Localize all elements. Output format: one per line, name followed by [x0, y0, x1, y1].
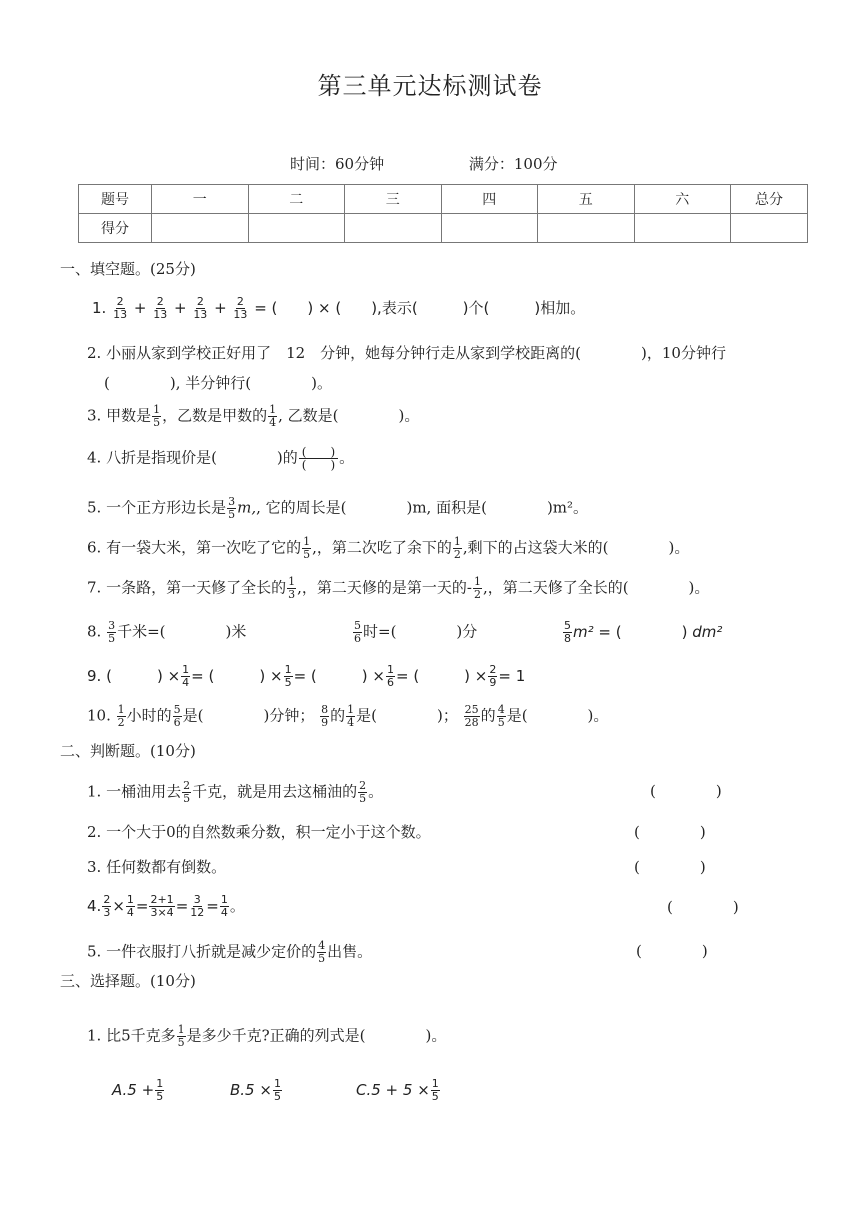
fraction — [386, 664, 395, 689]
fraction-denominator: 13 — [153, 308, 168, 321]
header-cell: 三 — [345, 185, 442, 214]
fraction — [126, 894, 135, 919]
fraction-numerator: 4 — [318, 939, 326, 952]
fraction-numerator: 2 — [183, 779, 191, 792]
section-heading-choice: 三、选择题。(10分) — [60, 972, 196, 990]
text-segment: ，乙数是甲数的 — [162, 406, 268, 425]
text-segment: 千米=( )米 — [117, 622, 247, 641]
text-segment: 10. — [87, 706, 111, 725]
fraction — [497, 704, 506, 729]
fraction — [152, 296, 168, 321]
fraction-denominator: 8 — [564, 632, 571, 645]
fraction — [488, 664, 497, 689]
fraction-numerator: 1 — [126, 893, 134, 906]
exam-meta — [290, 153, 558, 174]
text-segment: 8. — [87, 622, 102, 641]
question-number: 1. — [92, 299, 107, 317]
fraction-numerator: 1 — [273, 1077, 281, 1090]
fraction — [299, 446, 338, 471]
fraction — [302, 536, 311, 561]
judge-question-2: 2. 一个大于0的自然数乘分数，积一定小于这个数。 — [87, 823, 431, 841]
text-segment: 是多少千克?正确的列式是( )。 — [186, 1026, 447, 1045]
text-segment: 是( )。 — [506, 706, 609, 725]
fraction — [182, 780, 191, 805]
fill-question-10 — [87, 704, 608, 729]
fraction-denominator: 5 — [284, 676, 292, 689]
text-segment: 的 — [480, 706, 496, 725]
text-segment: ( ) — [106, 667, 163, 685]
fill-question-2-line1: 2. 小丽从家到学校正好用了 12 分钟，她每分钟行走从家到学校距离的( )，10分钟行 — [87, 344, 726, 362]
fraction-numerator: 1 — [269, 403, 277, 416]
fraction-denominator: 2 — [473, 588, 481, 601]
fraction-numerator: 5 — [354, 619, 361, 632]
fraction — [346, 704, 355, 729]
header-cell: 四 — [441, 185, 538, 214]
fraction — [563, 620, 572, 645]
fraction-denominator: 13 — [113, 308, 128, 321]
fraction-denominator: 6 — [354, 632, 361, 645]
text-segment: 5. 一件衣服打八折就是减少定价的 — [87, 942, 317, 961]
fraction-denominator: 6 — [386, 676, 394, 689]
fraction — [320, 704, 329, 729]
text-segment: 3. 甲数是 — [87, 406, 152, 425]
fill-question-7 — [87, 576, 709, 601]
judge-answer-4[interactable]: ( ) — [667, 898, 739, 916]
fraction-denominator: 5 — [183, 792, 191, 805]
fraction-denominator: 4 — [269, 416, 277, 429]
fraction-denominator: 5 — [359, 792, 367, 805]
header-cell: 一 — [152, 185, 249, 214]
score-cell[interactable] — [538, 214, 635, 243]
fraction — [220, 894, 229, 919]
fraction-numerator: 2 — [196, 295, 204, 308]
text-segment: = ( ) — [598, 623, 688, 641]
text-segment: 。 — [368, 782, 384, 801]
text-segment: ,，第二天修了全长的( )。 — [482, 578, 710, 597]
text-segment: , 乙数是( )。 — [278, 406, 420, 425]
score-cell[interactable] — [345, 214, 442, 243]
text-segment: 小时的 — [126, 706, 172, 725]
fraction — [192, 296, 208, 321]
judge-answer-3[interactable]: ( ) — [634, 858, 706, 876]
header-cell: 总分 — [731, 185, 808, 214]
fraction — [227, 496, 236, 521]
text-segment: ( ) — [310, 667, 368, 685]
fraction-numerator: 3 — [193, 893, 201, 906]
judge-question-3: 3. 任何数都有倒数。 — [87, 858, 227, 876]
fraction — [107, 620, 116, 645]
fraction-numerator: 25 — [464, 703, 479, 716]
choice-option-c[interactable] — [356, 1078, 441, 1103]
text-segment: 6. 有一袋大米，第一次吃了它的 — [87, 538, 302, 557]
fraction-numerator: 1 — [153, 403, 161, 416]
fraction-numerator: 1 — [473, 575, 481, 588]
text-segment: ( ) — [208, 667, 266, 685]
fraction-numerator: 5 — [173, 703, 181, 716]
fraction-numerator: 1 — [347, 703, 355, 716]
text-segment: B.5 × — [230, 1081, 272, 1099]
fraction — [117, 704, 126, 729]
fraction-denominator: 4 — [182, 676, 190, 689]
text-segment: m, — [237, 498, 257, 517]
fraction-numerator: 8 — [321, 703, 329, 716]
fraction-denominator: ( ) — [301, 458, 336, 472]
header-cell: 二 — [248, 185, 345, 214]
fill-question-8b — [352, 620, 477, 645]
fill-question-2-line2: ( ), 半分钟行( )。 — [104, 374, 332, 392]
fraction-numerator: 2 — [156, 295, 164, 308]
judge-question-5 — [87, 940, 372, 965]
fraction-denominator: 5 — [177, 1036, 185, 1049]
score-table-header-row — [79, 185, 808, 214]
fill-question-3 — [87, 404, 419, 429]
judge-question-1 — [87, 780, 383, 805]
text-segment: 的 — [330, 706, 346, 725]
score-cell[interactable] — [731, 214, 808, 243]
text-segment: ,，第二天修的是第一天的- — [297, 578, 472, 597]
fraction — [177, 1024, 186, 1049]
judge-answer-1[interactable]: ( ) — [650, 782, 722, 800]
header-cell: 五 — [538, 185, 635, 214]
fraction-numerator: 4 — [497, 703, 505, 716]
fraction-numerator: 1 — [182, 663, 190, 676]
fraction-denominator: 13 — [233, 308, 248, 321]
fraction-numerator: 1 — [177, 1023, 185, 1036]
fraction — [464, 704, 480, 729]
fraction — [273, 1078, 282, 1103]
fraction — [268, 404, 277, 429]
fraction — [287, 576, 296, 601]
text-segment: 1. 一桶油用去 — [87, 782, 182, 801]
choice-question-1 — [87, 1024, 446, 1049]
score-cell[interactable] — [441, 214, 538, 243]
fraction-numerator: 1 — [431, 1077, 439, 1090]
fraction-denominator: 13 — [193, 308, 208, 321]
fraction-denominator: 3×4 — [150, 906, 174, 919]
fraction-denominator: 5 — [153, 416, 161, 429]
fill-question-8 — [87, 620, 246, 645]
fraction-denominator: 4 — [126, 906, 134, 919]
fraction — [453, 536, 462, 561]
fill-question-6 — [87, 536, 689, 561]
judge-answer-5[interactable]: ( ) — [636, 942, 708, 960]
text-segment: ,，第二次吃了余下的 — [312, 538, 452, 557]
text-segment: 千克，就是用去这桶油的 — [192, 782, 358, 801]
text-segment: ,剩下的占这袋大米的( )。 — [462, 538, 690, 557]
text-segment: dm² — [692, 623, 723, 641]
fraction-numerator: 1 — [288, 575, 296, 588]
fraction-numerator: 3 — [108, 619, 116, 632]
header-cell: 六 — [634, 185, 731, 214]
fraction-numerator: 2 — [489, 663, 497, 676]
fraction-numerator: 2 — [103, 893, 111, 906]
text-segment: , 它的周长是( )m, 面积是( )m²。 — [256, 498, 589, 517]
text-segment: 是( )分钟； — [182, 706, 315, 725]
fraction — [155, 1078, 164, 1103]
score-cell[interactable] — [152, 214, 249, 243]
fraction — [181, 664, 190, 689]
fraction-numerator: 2 — [116, 295, 124, 308]
fraction — [232, 296, 248, 321]
header-cell: 题号 — [79, 185, 152, 214]
question-text: = ( ) × ( ),表示( )个( )相加。 — [254, 299, 586, 317]
time-label: 时间：60分钟 — [290, 155, 385, 173]
score-label: 满分：100分 — [468, 155, 558, 173]
fraction-denominator: 2 — [117, 716, 125, 729]
fraction-denominator: 9 — [489, 676, 497, 689]
fraction-denominator: 5 — [273, 1090, 281, 1103]
text-segment: ( ) — [413, 667, 471, 685]
text-segment: 9. — [87, 667, 102, 685]
text-segment: C.5 + 5 × — [356, 1081, 430, 1099]
fraction-denominator: 5 — [318, 952, 326, 965]
fraction-numerator: 1 — [156, 1077, 164, 1090]
judge-question-4: 4. $\frac{2}{3}$ × $\frac{1}{4}$ = $\frac{2+1}{3\times 4}$ = $\frac{3}{12}$ = $\frac{1}{4}$ 。 — [87, 893, 245, 919]
choice-option-b[interactable] — [230, 1078, 283, 1103]
fraction-denominator: 12 — [190, 906, 205, 919]
fraction-denominator: 4 — [220, 906, 228, 919]
fill-question-8c — [562, 620, 722, 645]
fill-question-1: 1. $\frac{2}{13}$ + $\frac{2}{13}$ + $\frac{2}{13}$ + $\frac{2}{13}$ = ( ) × ( ),表示( )个( )相加。 — [92, 295, 586, 321]
fraction-denominator: 5 — [303, 548, 311, 561]
fraction-numerator: 3 — [228, 495, 236, 508]
fraction-denominator: 4 — [347, 716, 355, 729]
text-segment: 是( )； — [356, 706, 458, 725]
score-cell[interactable] — [248, 214, 345, 243]
fill-question-5 — [87, 496, 588, 521]
fraction — [431, 1078, 440, 1103]
text-segment: 4. 八折是指现价是( )的 — [87, 448, 298, 467]
fraction-numerator: 1 — [284, 663, 292, 676]
fraction-numerator: 1 — [303, 535, 311, 548]
row-label: 得分 — [79, 214, 152, 243]
score-cell[interactable] — [634, 214, 731, 243]
fraction-denominator: 9 — [321, 716, 329, 729]
text-segment: 1. 比5千克多 — [87, 1026, 176, 1045]
text-segment: 出售。 — [327, 942, 373, 961]
fraction-denominator: 5 — [108, 632, 116, 645]
fraction-denominator: 6 — [173, 716, 181, 729]
text-segment: 时=( )分 — [363, 622, 478, 641]
fill-question-9: 9. ( ) × $\frac{1}{4}$ = ( ) × $\frac{1}{5}$ = ( ) × $\frac{1}{6}$ = ( ) × $\frac{2}{9}$ = 1 — [87, 663, 526, 689]
fraction — [358, 780, 367, 805]
text-segment: 4. — [87, 897, 102, 915]
text-segment: m² — [573, 623, 594, 641]
choice-option-a[interactable] — [112, 1078, 165, 1103]
fraction-denominator: 5 — [156, 1090, 164, 1103]
fraction-numerator: 1 — [386, 663, 394, 676]
text-segment: 。 — [339, 448, 355, 467]
fraction — [353, 620, 362, 645]
page-title: 第三单元达标测试卷 — [317, 72, 543, 100]
section-heading-fill: 一、填空题。(25分) — [60, 260, 196, 278]
text-segment: 。 — [229, 897, 245, 915]
judge-answer-2[interactable]: ( ) — [634, 823, 706, 841]
fraction-numerator: 1 — [220, 893, 228, 906]
fraction-denominator: 28 — [464, 716, 479, 729]
fraction-numerator: 2 — [359, 779, 367, 792]
fraction — [189, 894, 205, 919]
fraction — [102, 894, 111, 919]
fraction — [152, 404, 161, 429]
fraction-numerator: 2 — [236, 295, 244, 308]
score-table — [78, 184, 808, 243]
fill-question-4 — [87, 446, 354, 471]
fraction-denominator: 5 — [431, 1090, 439, 1103]
fraction-numerator: 1 — [453, 535, 461, 548]
fraction-denominator: 2 — [453, 548, 461, 561]
fraction — [317, 940, 326, 965]
fraction-numerator: ( ) — [299, 446, 338, 459]
text-segment: = 1 — [498, 667, 526, 685]
fraction-denominator: 5 — [497, 716, 505, 729]
section-heading-judge: 二、判断题。(10分) — [60, 742, 196, 760]
fraction — [173, 704, 182, 729]
fraction — [149, 894, 174, 919]
fraction-denominator: 3 — [288, 588, 296, 601]
fraction — [284, 664, 293, 689]
fraction-denominator: 3 — [103, 906, 111, 919]
score-table-score-row — [79, 214, 808, 243]
fraction — [473, 576, 482, 601]
text-segment: A.5 + — [112, 1081, 155, 1099]
fraction-numerator: 1 — [117, 703, 125, 716]
fraction-denominator: 5 — [228, 508, 236, 521]
text-segment: 5. 一个正方形边长是 — [87, 498, 227, 517]
text-segment: 7. 一条路，第一天修了全长的 — [87, 578, 287, 597]
fraction-numerator: 2+1 — [150, 893, 174, 906]
fraction-numerator: 5 — [564, 619, 571, 632]
fraction — [112, 296, 128, 321]
